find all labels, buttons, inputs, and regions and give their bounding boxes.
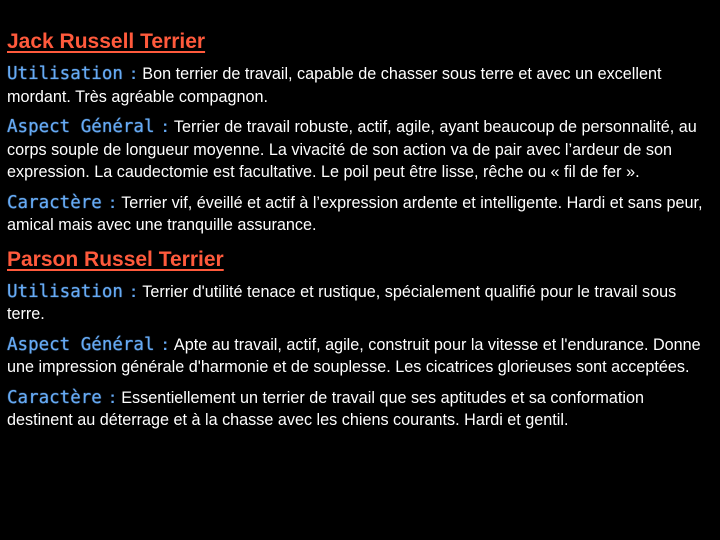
section-parson-russel	[7, 248, 714, 432]
label-utilisation: Utilisation	[7, 281, 123, 302]
paragraph-utilisation: Utilisation : Terrier d'utilité tenace et rustique, spécialement qualifié pour le travail sous terre.	[7, 281, 677, 323]
label-utilisation: Utilisation	[7, 64, 123, 84]
label-caractere: Caractère	[7, 387, 102, 408]
text-caractere: Essentiellement un terrier de travail que ses aptitudes et sa conformation destinent au déterrage et à la chasse avec les chiens courants. Hardi et gentil.	[7, 388, 644, 429]
section-title: Parson Russel Terrier	[7, 247, 224, 271]
text-utilisation: Bon terrier de travail, capable de chasser sous terre et avec un excellent mordant. Très agréable compagnon.	[7, 65, 662, 106]
paragraph-caractere: Caractère : Terrier vif, éveillé et actif à l’expression ardente et intelligente. Hardi et sans peur, amical mais avec une tranquille assurance.	[7, 192, 703, 234]
paragraph-aspect-general: Aspect Général : Apte au travail, actif, agile, construit pour la vitesse et l'endurance. Donne une impression générale d'harmonie et de souplesse. Les cicatrices glorieuses sont acceptées.	[7, 334, 701, 376]
paragraph-caractere: Caractère : Essentiellement un terrier de travail que ses aptitudes et sa conformation destinent au déterrage et à la chasse avec les chiens courants. Hardi et gentil.	[7, 387, 644, 429]
text-aspect-general: Terrier de travail robuste, actif, agile, ayant beaucoup de personnalité, au corps souple de longueur moyenne. La vivacité de son action va de pair avec l’ardeur de son expression. La caudectomie est facultative. Le poil peut être lisse, rêche ou « fil de fer ».	[7, 118, 697, 181]
label-caractere: Caractère	[7, 192, 102, 213]
text-utilisation: Terrier d'utilité tenace et rustique, spécialement qualifié pour le travail sous terre.	[7, 282, 677, 323]
section-jack-russell	[7, 30, 714, 237]
paragraph-utilisation: Utilisation : Bon terrier de travail, capable de chasser sous terre et avec un excellent mordant. Très agréable compagnon.	[7, 64, 662, 106]
section-title: Jack Russell Terrier	[7, 30, 206, 53]
label-aspect-general: Aspect Général	[7, 334, 155, 355]
label-aspect-general: Aspect Général	[7, 117, 155, 137]
text-aspect-general: Apte au travail, actif, agile, construit pour la vitesse et l'endurance. Donne une impression générale d'harmonie et de souplesse. Les cicatrices glorieuses sont acceptées.	[7, 335, 701, 376]
text-caractere: Terrier vif, éveillé et actif à l’expression ardente et intelligente. Hardi et sans peur, amical mais avec une tranquille assurance.	[7, 193, 703, 234]
paragraph-aspect-general: Aspect Général : Terrier de travail robuste, actif, agile, ayant beaucoup de personnalité, au corps souple de longueur moyenne. La vivacité de son action va de pair avec l’ardeur de son expression. La caudectomie est facultative. Le poil peut être lisse, rêche ou « fil de fer ».	[7, 117, 697, 181]
